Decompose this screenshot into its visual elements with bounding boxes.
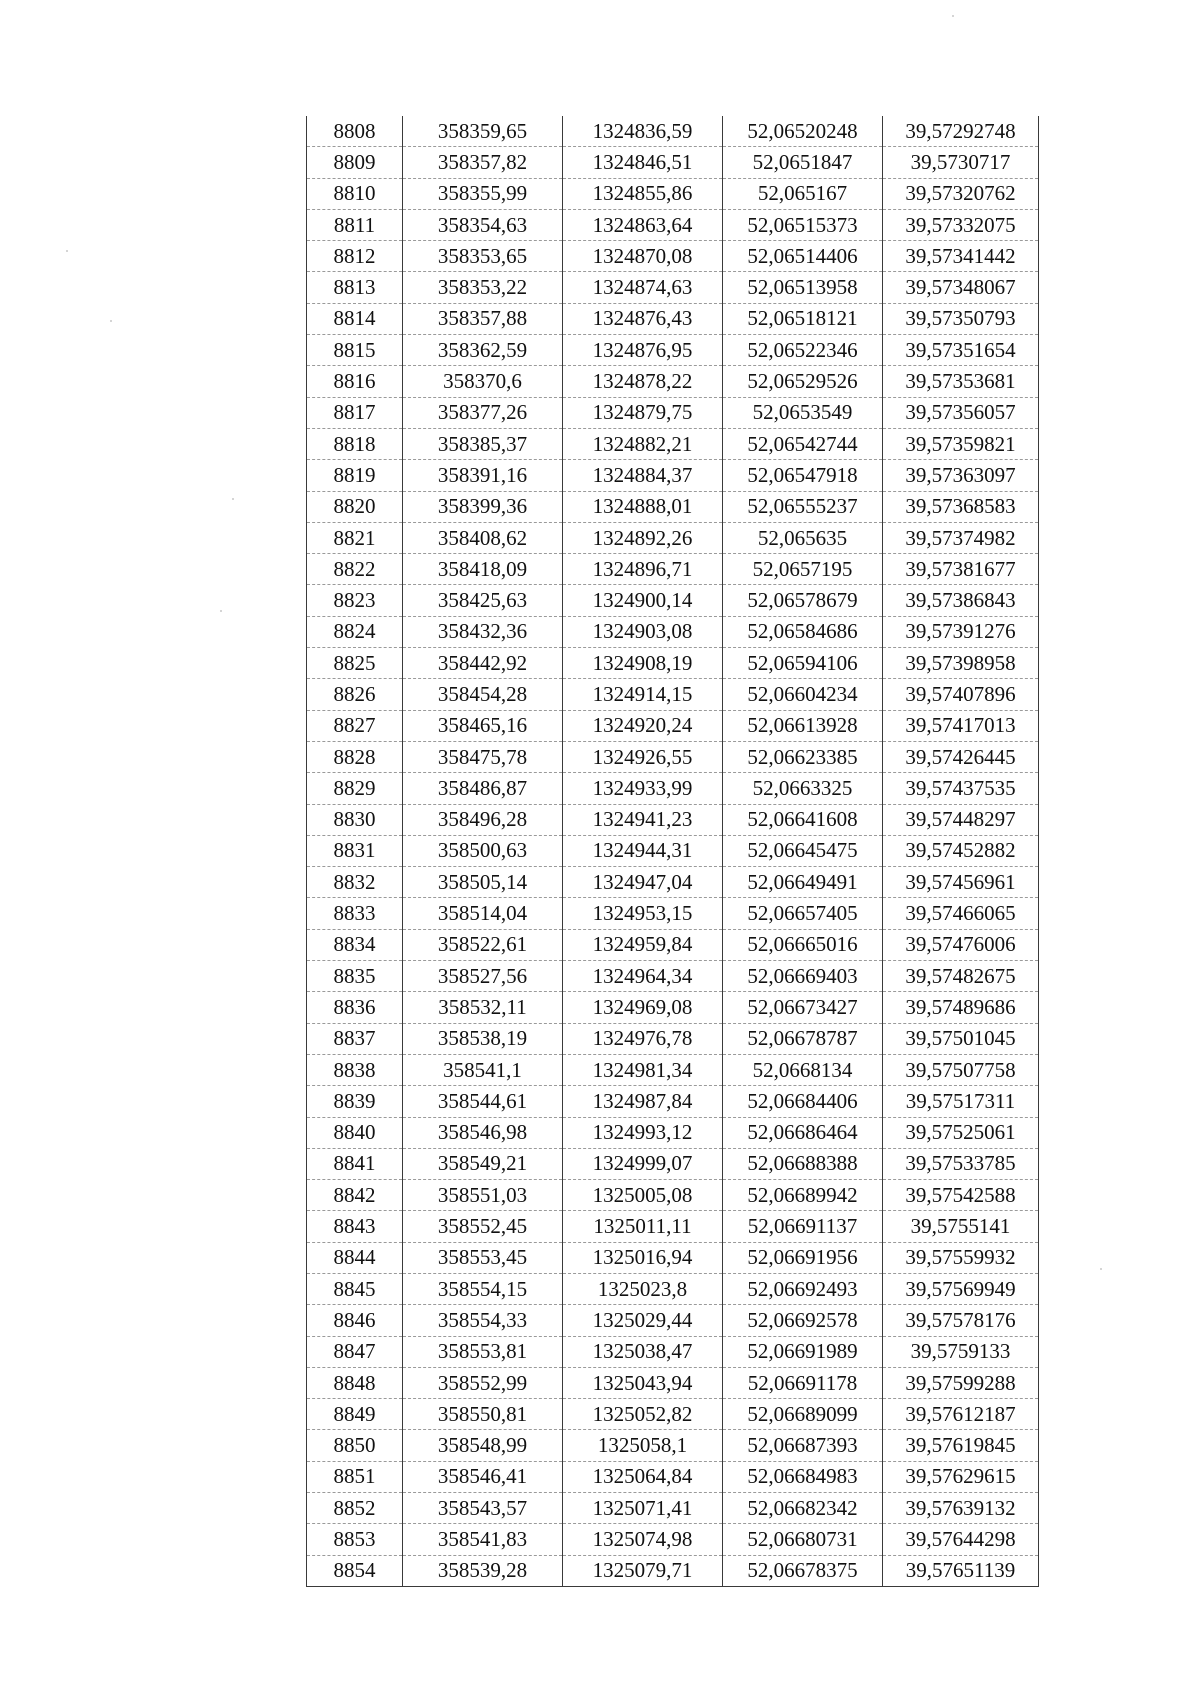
latitude-cell: 52,06578679: [723, 585, 883, 616]
point-number-cell: 8820: [307, 491, 403, 522]
scan-speck: [110, 320, 112, 322]
table-row: [307, 491, 1039, 522]
point-number-cell: 8818: [307, 428, 403, 459]
latitude-cell: 52,06547918: [723, 460, 883, 491]
y-coordinate-cell: 1324914,15: [563, 679, 723, 710]
y-coordinate-cell: 1324876,43: [563, 303, 723, 334]
table-row: [307, 1555, 1039, 1586]
table-row: [307, 835, 1039, 866]
y-coordinate-cell: 1324870,08: [563, 241, 723, 272]
longitude-cell: 39,57644298: [883, 1524, 1039, 1555]
latitude-cell: 52,06682342: [723, 1493, 883, 1524]
x-coordinate-cell: 358546,41: [403, 1461, 563, 1492]
longitude-cell: 39,57542588: [883, 1180, 1039, 1211]
table-row: [307, 898, 1039, 929]
x-coordinate-cell: 358551,03: [403, 1180, 563, 1211]
point-number-cell: 8808: [307, 116, 403, 147]
x-coordinate-cell: 358541,1: [403, 1054, 563, 1085]
y-coordinate-cell: 1324976,78: [563, 1023, 723, 1054]
y-coordinate-cell: 1324888,01: [563, 491, 723, 522]
point-number-cell: 8812: [307, 241, 403, 272]
table-row: [307, 272, 1039, 303]
x-coordinate-cell: 358554,15: [403, 1273, 563, 1304]
point-number-cell: 8826: [307, 679, 403, 710]
x-coordinate-cell: 358543,57: [403, 1493, 563, 1524]
latitude-cell: 52,06673427: [723, 992, 883, 1023]
longitude-cell: 39,57426445: [883, 741, 1039, 772]
x-coordinate-cell: 358544,61: [403, 1086, 563, 1117]
longitude-cell: 39,57348067: [883, 272, 1039, 303]
table-row: [307, 1054, 1039, 1085]
table-row: [307, 773, 1039, 804]
point-number-cell: 8848: [307, 1367, 403, 1398]
latitude-cell: 52,0651847: [723, 147, 883, 178]
longitude-cell: 39,57341442: [883, 241, 1039, 272]
x-coordinate-cell: 358425,63: [403, 585, 563, 616]
y-coordinate-cell: 1324884,37: [563, 460, 723, 491]
table-row: [307, 397, 1039, 428]
y-coordinate-cell: 1324959,84: [563, 929, 723, 960]
longitude-cell: 39,57639132: [883, 1493, 1039, 1524]
longitude-cell: 39,57501045: [883, 1023, 1039, 1054]
point-number-cell: 8842: [307, 1180, 403, 1211]
latitude-cell: 52,06514406: [723, 241, 883, 272]
latitude-cell: 52,06684406: [723, 1086, 883, 1117]
table-row: [307, 679, 1039, 710]
x-coordinate-cell: 358548,99: [403, 1430, 563, 1461]
point-number-cell: 8847: [307, 1336, 403, 1367]
longitude-cell: 39,57381677: [883, 554, 1039, 585]
table-row: [307, 428, 1039, 459]
latitude-cell: 52,06594106: [723, 648, 883, 679]
y-coordinate-cell: 1324947,04: [563, 867, 723, 898]
longitude-cell: 39,57533785: [883, 1148, 1039, 1179]
latitude-cell: 52,06584686: [723, 616, 883, 647]
longitude-cell: 39,57651139: [883, 1555, 1039, 1586]
longitude-cell: 39,57619845: [883, 1430, 1039, 1461]
point-number-cell: 8814: [307, 303, 403, 334]
latitude-cell: 52,06688388: [723, 1148, 883, 1179]
y-coordinate-cell: 1324876,95: [563, 335, 723, 366]
x-coordinate-cell: 358362,59: [403, 335, 563, 366]
y-coordinate-cell: 1325064,84: [563, 1461, 723, 1492]
table-row: [307, 366, 1039, 397]
x-coordinate-cell: 358554,33: [403, 1305, 563, 1336]
table-row: [307, 554, 1039, 585]
y-coordinate-cell: 1324900,14: [563, 585, 723, 616]
point-number-cell: 8815: [307, 335, 403, 366]
table-row: [307, 209, 1039, 240]
x-coordinate-cell: 358354,63: [403, 209, 563, 240]
x-coordinate-cell: 358454,28: [403, 679, 563, 710]
y-coordinate-cell: 1325011,11: [563, 1211, 723, 1242]
y-coordinate-cell: 1324926,55: [563, 741, 723, 772]
longitude-cell: 39,57629615: [883, 1461, 1039, 1492]
longitude-cell: 39,57374982: [883, 522, 1039, 553]
latitude-cell: 52,06518121: [723, 303, 883, 334]
table-row: [307, 522, 1039, 553]
point-number-cell: 8854: [307, 1555, 403, 1586]
longitude-cell: 39,5755141: [883, 1211, 1039, 1242]
latitude-cell: 52,06623385: [723, 741, 883, 772]
x-coordinate-cell: 358432,36: [403, 616, 563, 647]
point-number-cell: 8851: [307, 1461, 403, 1492]
table-row: [307, 147, 1039, 178]
point-number-cell: 8832: [307, 867, 403, 898]
y-coordinate-cell: 1324969,08: [563, 992, 723, 1023]
point-number-cell: 8849: [307, 1399, 403, 1430]
latitude-cell: 52,06686464: [723, 1117, 883, 1148]
latitude-cell: 52,06555237: [723, 491, 883, 522]
point-number-cell: 8811: [307, 209, 403, 240]
longitude-cell: 39,57448297: [883, 804, 1039, 835]
longitude-cell: 39,57559932: [883, 1242, 1039, 1273]
point-number-cell: 8841: [307, 1148, 403, 1179]
latitude-cell: 52,065167: [723, 178, 883, 209]
latitude-cell: 52,065635: [723, 522, 883, 553]
table-row: [307, 616, 1039, 647]
coordinates-table-body: [307, 116, 1039, 1586]
longitude-cell: 39,57482675: [883, 961, 1039, 992]
longitude-cell: 39,57417013: [883, 710, 1039, 741]
longitude-cell: 39,57386843: [883, 585, 1039, 616]
longitude-cell: 39,5759133: [883, 1336, 1039, 1367]
x-coordinate-cell: 358553,45: [403, 1242, 563, 1273]
x-coordinate-cell: 358391,16: [403, 460, 563, 491]
y-coordinate-cell: 1324874,63: [563, 272, 723, 303]
point-number-cell: 8836: [307, 992, 403, 1023]
point-number-cell: 8839: [307, 1086, 403, 1117]
point-number-cell: 8834: [307, 929, 403, 960]
point-number-cell: 8853: [307, 1524, 403, 1555]
x-coordinate-cell: 358370,6: [403, 366, 563, 397]
point-number-cell: 8850: [307, 1430, 403, 1461]
point-number-cell: 8823: [307, 585, 403, 616]
point-number-cell: 8821: [307, 522, 403, 553]
x-coordinate-cell: 358539,28: [403, 1555, 563, 1586]
table-row: [307, 1273, 1039, 1304]
scan-speck: [232, 498, 234, 500]
y-coordinate-cell: 1324941,23: [563, 804, 723, 835]
point-number-cell: 8838: [307, 1054, 403, 1085]
table-row: [307, 1305, 1039, 1336]
table-row: [307, 1493, 1039, 1524]
latitude-cell: 52,06687393: [723, 1430, 883, 1461]
y-coordinate-cell: 1324846,51: [563, 147, 723, 178]
latitude-cell: 52,06520248: [723, 116, 883, 147]
latitude-cell: 52,06657405: [723, 898, 883, 929]
longitude-cell: 39,57368583: [883, 491, 1039, 522]
coordinates-table: [306, 116, 1039, 1587]
table-row: [307, 241, 1039, 272]
latitude-cell: 52,0663325: [723, 773, 883, 804]
y-coordinate-cell: 1324882,21: [563, 428, 723, 459]
x-coordinate-cell: 358527,56: [403, 961, 563, 992]
point-number-cell: 8813: [307, 272, 403, 303]
point-number-cell: 8824: [307, 616, 403, 647]
point-number-cell: 8835: [307, 961, 403, 992]
longitude-cell: 39,57353681: [883, 366, 1039, 397]
y-coordinate-cell: 1324878,22: [563, 366, 723, 397]
y-coordinate-cell: 1324953,15: [563, 898, 723, 929]
point-number-cell: 8852: [307, 1493, 403, 1524]
longitude-cell: 39,57517311: [883, 1086, 1039, 1117]
point-number-cell: 8817: [307, 397, 403, 428]
y-coordinate-cell: 1324908,19: [563, 648, 723, 679]
table-row: [307, 1367, 1039, 1398]
longitude-cell: 39,57363097: [883, 460, 1039, 491]
latitude-cell: 52,06649491: [723, 867, 883, 898]
x-coordinate-cell: 358399,36: [403, 491, 563, 522]
longitude-cell: 39,57391276: [883, 616, 1039, 647]
scan-speck: [220, 610, 222, 612]
longitude-cell: 39,57407896: [883, 679, 1039, 710]
x-coordinate-cell: 358465,16: [403, 710, 563, 741]
x-coordinate-cell: 358546,98: [403, 1117, 563, 1148]
latitude-cell: 52,06692578: [723, 1305, 883, 1336]
y-coordinate-cell: 1324896,71: [563, 554, 723, 585]
latitude-cell: 52,06692493: [723, 1273, 883, 1304]
longitude-cell: 39,57350793: [883, 303, 1039, 334]
scan-speck: [1100, 1268, 1102, 1270]
table-row: [307, 1399, 1039, 1430]
longitude-cell: 39,57332075: [883, 209, 1039, 240]
x-coordinate-cell: 358418,09: [403, 554, 563, 585]
x-coordinate-cell: 358552,45: [403, 1211, 563, 1242]
table-row: [307, 1461, 1039, 1492]
latitude-cell: 52,06665016: [723, 929, 883, 960]
y-coordinate-cell: 1325043,94: [563, 1367, 723, 1398]
point-number-cell: 8819: [307, 460, 403, 491]
y-coordinate-cell: 1324863,64: [563, 209, 723, 240]
x-coordinate-cell: 358549,21: [403, 1148, 563, 1179]
point-number-cell: 8827: [307, 710, 403, 741]
y-coordinate-cell: 1324993,12: [563, 1117, 723, 1148]
latitude-cell: 52,06680731: [723, 1524, 883, 1555]
table-row: [307, 335, 1039, 366]
x-coordinate-cell: 358514,04: [403, 898, 563, 929]
table-row: [307, 648, 1039, 679]
table-row: [307, 303, 1039, 334]
y-coordinate-cell: 1324836,59: [563, 116, 723, 147]
point-number-cell: 8846: [307, 1305, 403, 1336]
latitude-cell: 52,06613928: [723, 710, 883, 741]
longitude-cell: 39,57599288: [883, 1367, 1039, 1398]
longitude-cell: 39,57612187: [883, 1399, 1039, 1430]
point-number-cell: 8825: [307, 648, 403, 679]
longitude-cell: 39,57525061: [883, 1117, 1039, 1148]
table-row: [307, 178, 1039, 209]
table-row: [307, 992, 1039, 1023]
latitude-cell: 52,06669403: [723, 961, 883, 992]
y-coordinate-cell: 1325074,98: [563, 1524, 723, 1555]
y-coordinate-cell: 1325029,44: [563, 1305, 723, 1336]
latitude-cell: 52,0653549: [723, 397, 883, 428]
latitude-cell: 52,06691178: [723, 1367, 883, 1398]
longitude-cell: 39,57569949: [883, 1273, 1039, 1304]
table-row: [307, 741, 1039, 772]
longitude-cell: 39,57507758: [883, 1054, 1039, 1085]
latitude-cell: 52,0668134: [723, 1054, 883, 1085]
point-number-cell: 8830: [307, 804, 403, 835]
y-coordinate-cell: 1324855,86: [563, 178, 723, 209]
x-coordinate-cell: 358552,99: [403, 1367, 563, 1398]
point-number-cell: 8829: [307, 773, 403, 804]
x-coordinate-cell: 358353,22: [403, 272, 563, 303]
latitude-cell: 52,06689099: [723, 1399, 883, 1430]
latitude-cell: 52,06604234: [723, 679, 883, 710]
longitude-cell: 39,57292748: [883, 116, 1039, 147]
latitude-cell: 52,06689942: [723, 1180, 883, 1211]
latitude-cell: 52,06691989: [723, 1336, 883, 1367]
point-number-cell: 8831: [307, 835, 403, 866]
longitude-cell: 39,57437535: [883, 773, 1039, 804]
table-row: [307, 929, 1039, 960]
table-row: [307, 1086, 1039, 1117]
table-row: [307, 1336, 1039, 1367]
point-number-cell: 8828: [307, 741, 403, 772]
x-coordinate-cell: 358408,62: [403, 522, 563, 553]
latitude-cell: 52,0657195: [723, 554, 883, 585]
point-number-cell: 8837: [307, 1023, 403, 1054]
y-coordinate-cell: 1324981,34: [563, 1054, 723, 1085]
point-number-cell: 8843: [307, 1211, 403, 1242]
table-row: [307, 1180, 1039, 1211]
table-row: [307, 1148, 1039, 1179]
x-coordinate-cell: 358442,92: [403, 648, 563, 679]
x-coordinate-cell: 358486,87: [403, 773, 563, 804]
x-coordinate-cell: 358385,37: [403, 428, 563, 459]
x-coordinate-cell: 358357,88: [403, 303, 563, 334]
x-coordinate-cell: 358496,28: [403, 804, 563, 835]
longitude-cell: 39,57351654: [883, 335, 1039, 366]
table-row: [307, 804, 1039, 835]
table-row: [307, 1023, 1039, 1054]
y-coordinate-cell: 1324987,84: [563, 1086, 723, 1117]
point-number-cell: 8840: [307, 1117, 403, 1148]
scan-speck: [952, 15, 954, 17]
y-coordinate-cell: 1324944,31: [563, 835, 723, 866]
table-row: [307, 1211, 1039, 1242]
x-coordinate-cell: 358550,81: [403, 1399, 563, 1430]
scan-speck: [66, 250, 68, 252]
x-coordinate-cell: 358541,83: [403, 1524, 563, 1555]
y-coordinate-cell: 1325005,08: [563, 1180, 723, 1211]
longitude-cell: 39,57356057: [883, 397, 1039, 428]
table-row: [307, 1524, 1039, 1555]
y-coordinate-cell: 1324933,99: [563, 773, 723, 804]
latitude-cell: 52,06515373: [723, 209, 883, 240]
x-coordinate-cell: 358500,63: [403, 835, 563, 866]
latitude-cell: 52,06513958: [723, 272, 883, 303]
longitude-cell: 39,57466065: [883, 898, 1039, 929]
x-coordinate-cell: 358532,11: [403, 992, 563, 1023]
x-coordinate-cell: 358355,99: [403, 178, 563, 209]
longitude-cell: 39,57476006: [883, 929, 1039, 960]
longitude-cell: 39,57456961: [883, 867, 1039, 898]
y-coordinate-cell: 1325023,8: [563, 1273, 723, 1304]
latitude-cell: 52,06529526: [723, 366, 883, 397]
longitude-cell: 39,57489686: [883, 992, 1039, 1023]
x-coordinate-cell: 358538,19: [403, 1023, 563, 1054]
latitude-cell: 52,06522346: [723, 335, 883, 366]
table-row: [307, 1242, 1039, 1273]
y-coordinate-cell: 1325038,47: [563, 1336, 723, 1367]
y-coordinate-cell: 1325016,94: [563, 1242, 723, 1273]
longitude-cell: 39,57320762: [883, 178, 1039, 209]
table-row: [307, 460, 1039, 491]
y-coordinate-cell: 1325071,41: [563, 1493, 723, 1524]
x-coordinate-cell: 358553,81: [403, 1336, 563, 1367]
point-number-cell: 8810: [307, 178, 403, 209]
y-coordinate-cell: 1324892,26: [563, 522, 723, 553]
table-row: [307, 1430, 1039, 1461]
x-coordinate-cell: 358359,65: [403, 116, 563, 147]
longitude-cell: 39,57398958: [883, 648, 1039, 679]
y-coordinate-cell: 1324999,07: [563, 1148, 723, 1179]
table-row: [307, 867, 1039, 898]
table-row: [307, 961, 1039, 992]
point-number-cell: 8822: [307, 554, 403, 585]
y-coordinate-cell: 1324964,34: [563, 961, 723, 992]
x-coordinate-cell: 358357,82: [403, 147, 563, 178]
point-number-cell: 8809: [307, 147, 403, 178]
latitude-cell: 52,06542744: [723, 428, 883, 459]
table-row: [307, 710, 1039, 741]
longitude-cell: 39,57452882: [883, 835, 1039, 866]
y-coordinate-cell: 1324879,75: [563, 397, 723, 428]
y-coordinate-cell: 1324920,24: [563, 710, 723, 741]
table-row: [307, 585, 1039, 616]
x-coordinate-cell: 358522,61: [403, 929, 563, 960]
x-coordinate-cell: 358377,26: [403, 397, 563, 428]
x-coordinate-cell: 358353,65: [403, 241, 563, 272]
latitude-cell: 52,06684983: [723, 1461, 883, 1492]
y-coordinate-cell: 1324903,08: [563, 616, 723, 647]
latitude-cell: 52,06678787: [723, 1023, 883, 1054]
longitude-cell: 39,57359821: [883, 428, 1039, 459]
latitude-cell: 52,06691137: [723, 1211, 883, 1242]
point-number-cell: 8833: [307, 898, 403, 929]
x-coordinate-cell: 358475,78: [403, 741, 563, 772]
longitude-cell: 39,5730717: [883, 147, 1039, 178]
point-number-cell: 8845: [307, 1273, 403, 1304]
latitude-cell: 52,06645475: [723, 835, 883, 866]
latitude-cell: 52,06641608: [723, 804, 883, 835]
point-number-cell: 8844: [307, 1242, 403, 1273]
x-coordinate-cell: 358505,14: [403, 867, 563, 898]
point-number-cell: 8816: [307, 366, 403, 397]
table-row: [307, 1117, 1039, 1148]
table-row: [307, 116, 1039, 147]
latitude-cell: 52,06691956: [723, 1242, 883, 1273]
y-coordinate-cell: 1325058,1: [563, 1430, 723, 1461]
y-coordinate-cell: 1325052,82: [563, 1399, 723, 1430]
latitude-cell: 52,06678375: [723, 1555, 883, 1586]
longitude-cell: 39,57578176: [883, 1305, 1039, 1336]
y-coordinate-cell: 1325079,71: [563, 1555, 723, 1586]
